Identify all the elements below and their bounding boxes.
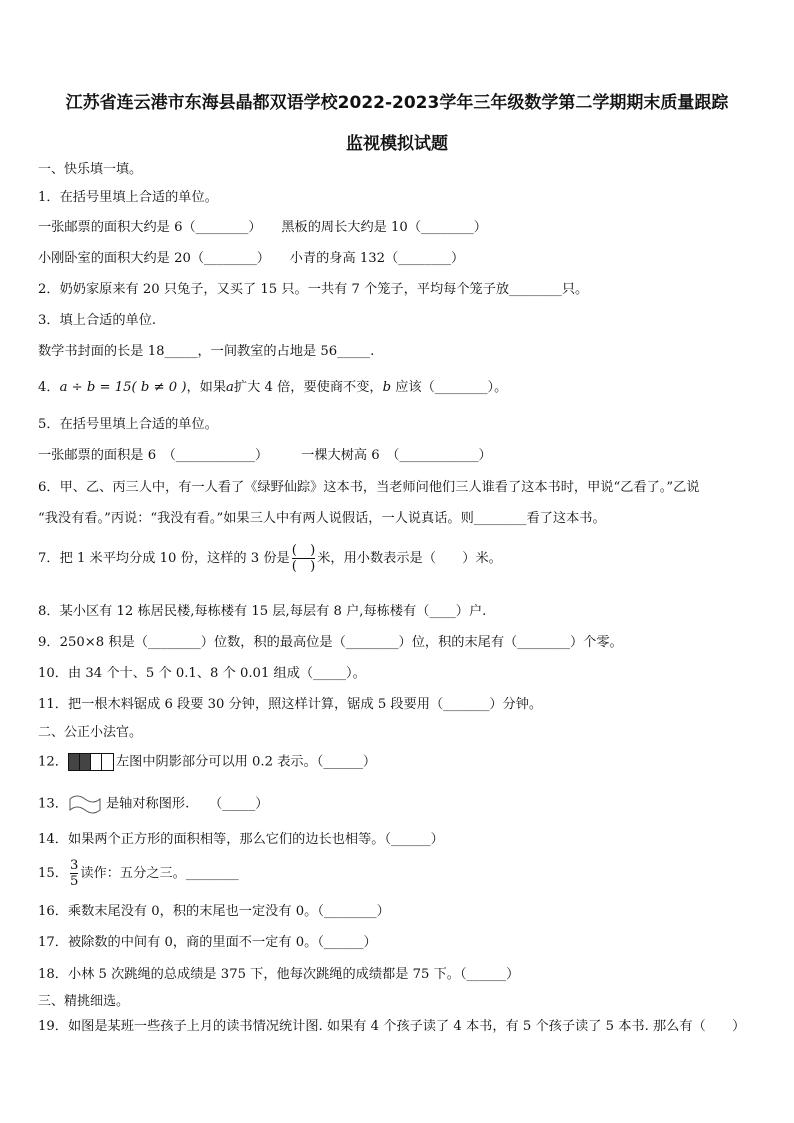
- section-heading-3: 三、精挑细选。: [38, 994, 130, 1009]
- question-8: 8．某小区有 12 栋居民楼,每栋楼有 15 层,每层有 8 户,每栋楼有（____）户.: [38, 604, 487, 619]
- question-12-number: 12．: [38, 754, 68, 770]
- question-4-text-1: ，如果: [186, 380, 227, 395]
- fraction-numerator: ( ): [291, 543, 316, 558]
- section-heading-2: 二、公正小法官。: [38, 725, 143, 740]
- section-heading-1: 一、快乐填一填。: [38, 162, 143, 177]
- question-13-number: 13．: [38, 796, 68, 812]
- question-16: 16．乘数末尾没有 0，积的末尾也一定没有 0。（________）: [38, 904, 390, 919]
- question-4-number: 4．: [38, 380, 60, 395]
- question-7-text-1: 7．把 1 米平均分成 10 份，这样的 3 份是: [38, 551, 290, 566]
- question-15-text: 读作：五分之三。________: [80, 866, 239, 881]
- grid-cell: [102, 754, 113, 770]
- question-18: 18．小林 5 次跳绳的总成绩是 375 下，他每次跳绳的成绩都是 75 下。（______）: [38, 967, 520, 982]
- question-3-line-a: 数学书封面的长是 18_____，一间教室的占地是 56_____.: [38, 344, 375, 359]
- question-3: 3．填上合适的单位.: [38, 313, 157, 328]
- question-4-var-a: a: [226, 380, 234, 395]
- page-title-line-2: 监视模拟试题: [346, 134, 448, 154]
- question-7-fraction-blank: [292, 543, 315, 574]
- question-15: [38, 858, 239, 889]
- question-13: [38, 794, 268, 814]
- question-6-line-b: “我没有看。”丙说：“我没有看。”如果三人中有两人说假话，一人说真话。则________看了这本书。: [38, 511, 606, 526]
- question-1-line-b: 小刚卧室的面积大约是 20（________） 小青的身高 132（________）: [38, 251, 465, 266]
- question-13-text: 是轴对称图形. （_____）: [105, 796, 269, 812]
- question-4-text-3: 应该（________）。: [391, 380, 508, 395]
- question-4: [38, 379, 507, 397]
- question-4-text-2: 扩大 4 倍，要使商不变，: [233, 380, 383, 395]
- question-9: 9．250×8 积是（________）位数，积的最高位是（________）位，积的末尾有（________）个零。: [38, 635, 623, 650]
- question-4-var-b: b: [382, 380, 392, 395]
- question-1-line-a: 一张邮票的面积大约是 6（________） 黑板的周长大约是 10（________）: [38, 220, 487, 235]
- question-15-fraction: [70, 858, 78, 889]
- grid-cell: [91, 754, 102, 770]
- shaded-grid-figure: [68, 753, 114, 771]
- fraction-denominator: ( ): [291, 559, 316, 574]
- question-10: 10．由 34 个十、5 个 0.1、8 个 0.01 组成（_____）。: [38, 666, 366, 681]
- fraction-numerator: 3: [69, 858, 79, 873]
- question-15-number: 15．: [38, 866, 68, 881]
- question-2: 2．奶奶家原来有 20 只兔子，又买了 15 只。一共有 7 个笼子，平均每个笼子放________只。: [38, 282, 589, 297]
- grid-cell-shaded: [80, 754, 91, 770]
- grid-cell-shaded: [69, 754, 80, 770]
- wavy-shape-figure: [68, 794, 102, 814]
- question-17: 17．被除数的中间有 0，商的里面不一定有 0。（______）: [38, 935, 377, 950]
- question-12: [38, 753, 376, 772]
- question-4-formula: a ÷ b = 15( b ≠ 0 ): [59, 380, 187, 395]
- question-11: 11．把一根木料锯成 6 段要 30 分钟，照这样计算，锯成 5 段要用（_______）分钟。: [38, 697, 543, 712]
- question-19: 19．如图是某班一些孩子上月的读书情况统计图. 如果有 4 个孩子读了 4 本书，有 5 个孩子读了 5 本书. 那么有（ ）: [38, 1019, 746, 1034]
- question-7: [38, 543, 502, 574]
- question-7-text-2: 米，用小数表示是（ ）米。: [317, 551, 502, 566]
- page-title-line-1: 江苏省连云港市东海县晶都双语学校2022-2023学年三年级数学第二学期期末质量跟踪: [65, 93, 729, 113]
- question-5-line-a: 一张邮票的面积是 6 （____________） 一棵大树高 6 （____________）: [38, 448, 492, 463]
- question-5: 5．在括号里填上合适的单位。: [38, 417, 218, 432]
- fraction-denominator: 5: [69, 874, 79, 889]
- question-6-line-a: 6．甲、乙、丙三人中，有一人看了《绿野仙踪》这本书，当老师问他们三人谁看了这本书时，甲说“乙看了。”乙说: [38, 480, 700, 495]
- question-14: 14．如果两个正方形的面积相等，那么它们的边长也相等。（______）: [38, 832, 444, 847]
- question-12-text: 左图中阴影部分可以用 0.2 表示。（______）: [115, 754, 377, 770]
- question-1: 1．在括号里填上合适的单位。: [38, 190, 218, 205]
